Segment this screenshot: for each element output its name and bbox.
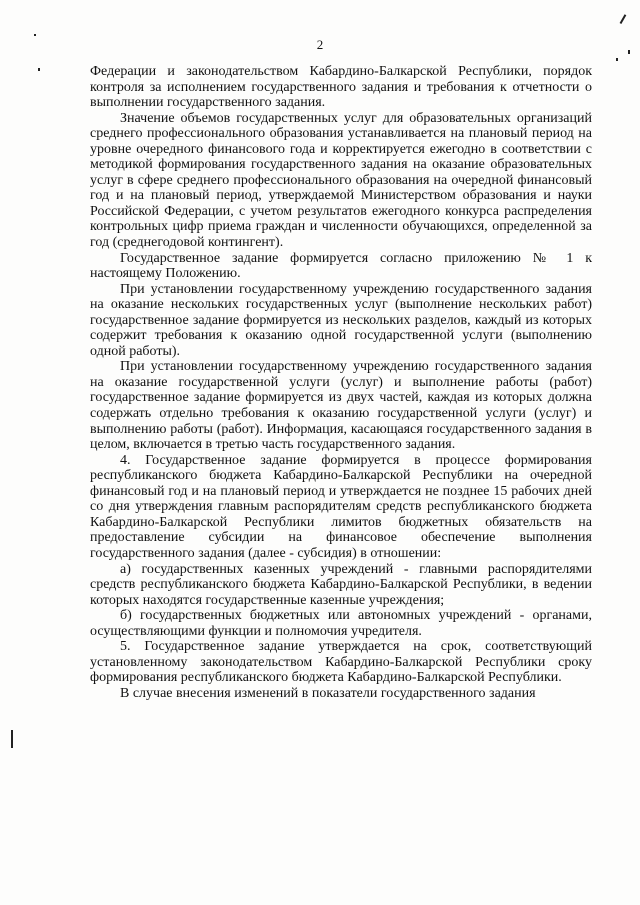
scan-mark-right-small-2 [628, 50, 630, 54]
scan-mark-left-bottom [11, 730, 13, 748]
paragraph-item-5: 5. Государственное задание утверждается на срок, соответствующий установленному законодательством Кабардино-Балкарской Республики сроку формирования республиканского бюджета Кабардино-Балкарской Республики. [90, 639, 592, 686]
paragraph-item-4: 4. Государственное задание формируется в процессе формирования республиканского бюджета Кабардино-Балкарской Республики на очередной финансовый год и на плановый период и утверждается не позднее 15 рабочих дней со дня утверждения главным распорядителям средств республиканского бюджета Кабардино-Балкарской Республики лимитов бюджетных обязательств на предоставление субсидии на финансовое обеспечение выполнения государственного задания (далее - субсидия) в отношении: [90, 452, 592, 561]
scan-mark-left-top [34, 34, 36, 36]
scan-mark-right-top [620, 14, 626, 23]
paragraph-multiple-services: При установлении государственному учреждению государственного задания на оказание нескольких государственных услуг (выполнение нескольких работ) государственное задание формируется из нескольких разделов, каждый из которых содержит требования к оказанию одной государственной услуги (выполнению одной работы). [90, 281, 592, 359]
scan-mark-left-mid [38, 68, 40, 71]
paragraph-service-volumes: Значение объемов государственных услуг для образовательных организаций среднего профессионального образования устанавливается на плановый период на уровне очередного финансового года и корректируется ежегодно в соответствии с методикой формирования государственного задания на оказание образовательных услуг в сфере среднего профессионального образования на очередной финансовый год и на плановый период, утверждаемой Министерством образования и науки Российской Федерации, с учетом результатов ежегодного конкурса распределения контрольных цифр приема граждан и численности обучающихся, определенной за год (среднегодовой контингент). [90, 110, 592, 251]
paragraph-subitem-a: а) государственных казенных учреждений - главными распорядителями средств республиканского бюджета Кабардино-Балкарской Республики, в ведении которых находятся государственные казенные учреждения; [90, 561, 592, 608]
paragraph-services-and-works: При установлении государственному учреждению государственного задания на оказание государственной услуги (услуг) и выполнение работы (работ) государственное задание формируется из двух частей, каждая из которых должна содержать отдельно требования к оказанию государственной услуги (услуг) и выполнению работы (работ). Информация, касающаяся государственного задания в целом, включается в третью часть государственного задания. [90, 359, 592, 453]
paragraph-changes: В случае внесения изменений в показатели государственного задания [120, 685, 536, 701]
page-number: 2 [316, 37, 324, 52]
paragraph-continuation: Федерации и законодательством Кабардино-Балкарской Республики, порядок контроля за исполнением государственного задания и требования к отчетности о выполнении государственного задания. [90, 64, 592, 111]
document-body [90, 64, 592, 701]
paragraph-appendix-reference: Государственное задание формируется согласно приложению № 1 к настоящему Положению. [90, 250, 592, 282]
scan-mark-right-small [616, 58, 618, 61]
paragraph-subitem-b: б) государственных бюджетных или автономных учреждений - органами, осуществляющими функции и полномочия учредителя. [90, 608, 592, 639]
